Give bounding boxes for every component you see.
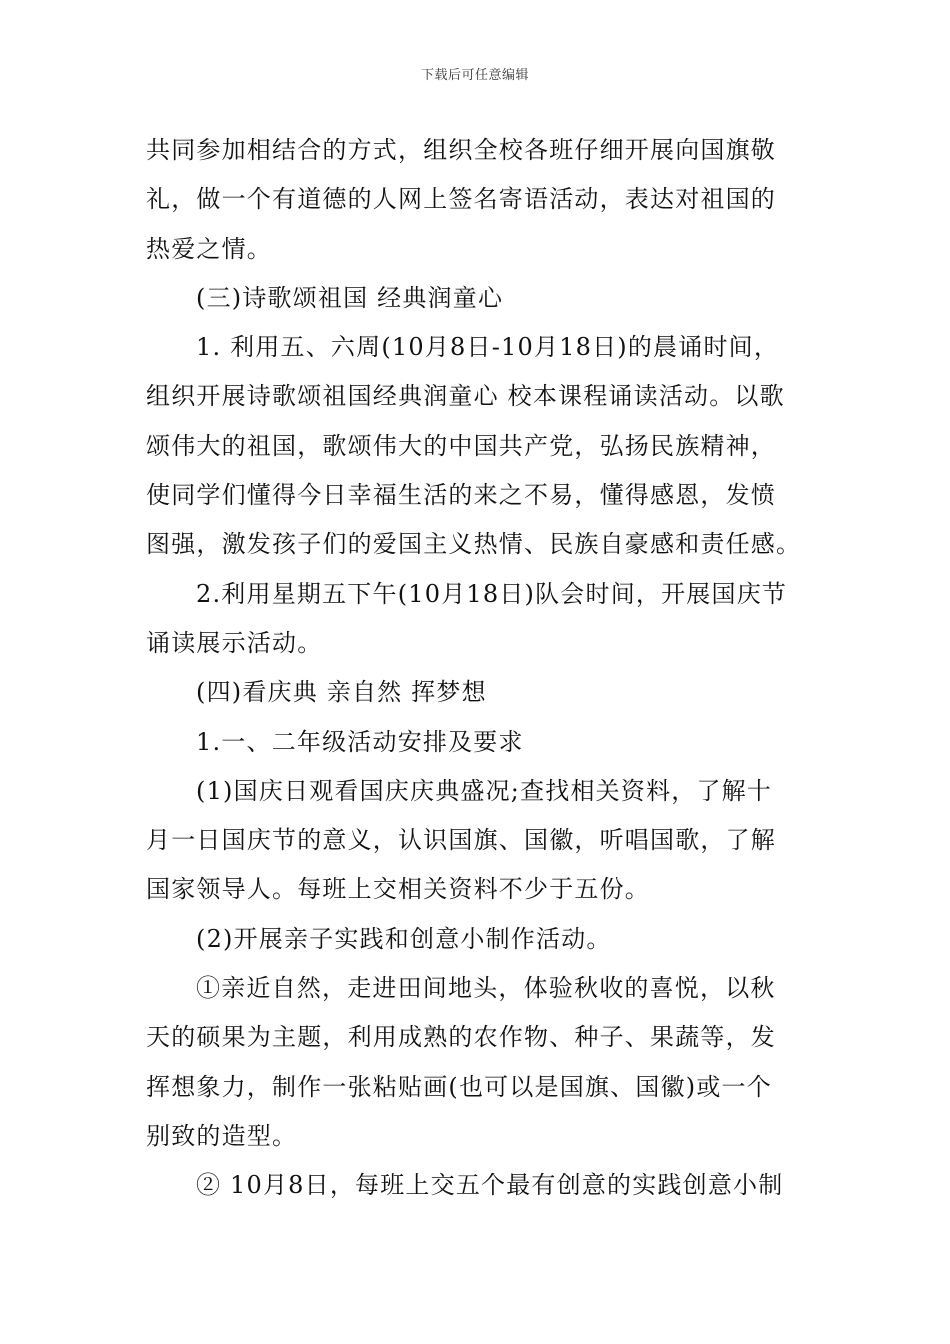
text-line: (四)看庆典 亲自然 挥梦想: [196, 678, 487, 707]
text-line: 图强，激发孩子们的爱国主义热情、民族自豪感和责任感。: [146, 530, 802, 559]
text-line: 1.一、二年级活动安排及要求: [196, 727, 524, 756]
document-body: [146, 126, 816, 1211]
text-line: 1. 利用五、六周(10月8日-10月18日)的晨诵时间，: [196, 333, 780, 362]
text-line: ② 10月8日，每班上交五个最有创意的实践创意小制: [196, 1171, 784, 1200]
page-header-note: 下载后可任意编辑: [420, 68, 529, 83]
text-line: 使同学们懂得今日幸福生活的来之不易，懂得感恩，发愤: [146, 481, 776, 510]
text-line: (三)诗歌颂祖国 经典润童心: [196, 283, 504, 312]
text-line: 月一日国庆节的意义，认识国旗、国徽，听唱国歌，了解: [146, 826, 776, 855]
text-line: 组织开展诗歌颂祖国经典润童心 校本课程诵读活动。以歌: [146, 382, 785, 411]
text-line: 热爱之情。: [146, 234, 272, 263]
text-line: 共同参加相结合的方式，组织全校各班仔细开展向国旗敬: [146, 136, 776, 164]
text-line: 天的硕果为主题，利用成熟的农作物、种子、果蔬等，发: [146, 1023, 776, 1052]
text-line: 国家领导人。每班上交相关资料不少于五份。: [146, 875, 650, 904]
text-line: ①亲近自然，走进田间地头，体验秋收的喜悦，以秋: [196, 974, 776, 1003]
text-line: 别致的造型。: [146, 1121, 298, 1150]
text-line: 诵读展示活动。: [146, 628, 323, 657]
text-line: (2)开展亲子实践和创意小制作活动。: [196, 924, 612, 953]
text-line: (1)国庆日观看国庆庆典盛况;查找相关资料，了解十: [196, 776, 773, 805]
text-line: 颂伟大的祖国，歌颂伟大的中国共产党，弘扬民族精神，: [146, 431, 776, 460]
text-line: 挥想象力，制作一张粘贴画(也可以是国旗、国徽)或一个: [146, 1072, 772, 1101]
text-line: 2.利用星期五下午(10月18日)队会时间，开展国庆节: [196, 579, 788, 608]
text-line: 礼，做一个有道德的人网上签名寄语活动，表达对祖国的: [146, 185, 776, 214]
